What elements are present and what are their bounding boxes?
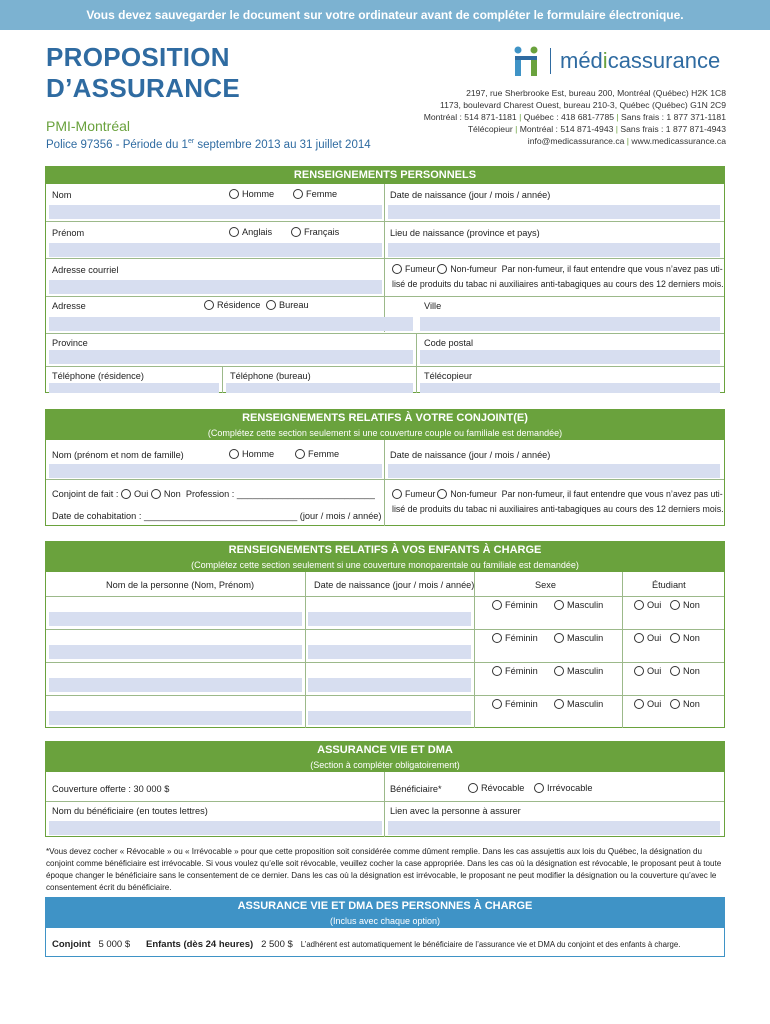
- col-sexe: Sexe: [535, 580, 556, 590]
- section-subtitle: (Section à compléter obligatoirement): [46, 759, 724, 772]
- section-assurance-vie: [45, 741, 725, 837]
- logo-mark-icon: [510, 44, 546, 80]
- label-beneficiaire: Bénéficiaire*: [390, 784, 442, 794]
- address-block: 2197, rue Sherbrooke Est, bureau 200, Montréal (Québec) H2K 1C8 1173, boulevard Charest Ouest, bureau 210-3, Québec (Québec) G1N 2C9 Montréal : 514 871-1181 | Québec : 418 681-7785 | Sans frais : 1 877 371-1181 Télécopieur | Montréal : 514 871-4943 | Sans frais : 1 877 871-4943 info@medicassurance.ca | www.medicassurance.ca: [423, 88, 726, 146]
- section-header: ASSURANCE VIE ET DMA: [46, 742, 724, 759]
- code-postal-input[interactable]: [420, 350, 720, 364]
- radio-homme[interactable]: Homme: [229, 189, 274, 199]
- radio-conjoint-homme[interactable]: Homme: [229, 449, 274, 459]
- section-charge: [45, 897, 725, 957]
- save-banner: Vous devez sauvegarder le document sur votre ordinateur avant de compléter le formulaire électronique.: [0, 0, 770, 30]
- label-conjoint-nom: Nom (prénom et nom de famille): [52, 450, 184, 460]
- nom-input[interactable]: [49, 205, 382, 219]
- radio-defait-non[interactable]: [151, 489, 161, 499]
- tel-bureau-input[interactable]: [226, 383, 413, 393]
- conjoint-fumeur-row: Fumeur Non-fumeur Par non-fumeur, il faut entendre que vous n’avez pas uti-: [392, 489, 723, 499]
- label-lieu-naissance: Lieu de naissance (province et pays): [390, 228, 540, 238]
- enfant-dob-input[interactable]: [308, 612, 471, 626]
- logo-text: médicassurance: [560, 48, 721, 73]
- conjoint-de-fait-row: Conjoint de fait : Oui Non Profession : ___________________________: [52, 489, 375, 499]
- label-telecopieur: Télécopieur: [424, 371, 473, 381]
- radio-etudiant-non[interactable]: Non: [670, 699, 700, 709]
- radio-etudiant-oui[interactable]: Oui: [634, 666, 661, 676]
- lieu-naissance-input[interactable]: [388, 243, 720, 257]
- col-etudiant: Étudiant: [652, 580, 686, 590]
- section-subtitle: (Complétez cette section seulement si une couverture couple ou familiale est demandée): [46, 427, 724, 440]
- radio-etudiant-non[interactable]: Non: [670, 633, 700, 643]
- enfant-dob-input[interactable]: [308, 645, 471, 659]
- medicassurance-logo: [510, 44, 730, 80]
- radio-etudiant-non[interactable]: Non: [670, 666, 700, 676]
- telecopieur-input[interactable]: [420, 383, 720, 393]
- enfant-dob-input[interactable]: [308, 678, 471, 692]
- fumeur-row: Fumeur Non-fumeur Par non-fumeur, il faut entendre que vous n’avez pas uti-: [392, 264, 723, 274]
- date-cohabitation[interactable]: Date de cohabitation : ______________________________ (jour / mois / année): [52, 511, 382, 521]
- label-conjoint-dob: Date de naissance (jour / mois / année): [390, 450, 551, 460]
- radio-residence[interactable]: Résidence: [204, 300, 260, 310]
- radio-feminin[interactable]: Féminin: [492, 600, 538, 610]
- dob-input[interactable]: [388, 205, 720, 219]
- radio-conjoint-femme[interactable]: Femme: [295, 449, 339, 459]
- organization-name: PMI-Montréal: [46, 118, 131, 134]
- section-enfants: [45, 541, 725, 728]
- lien-input[interactable]: [388, 821, 720, 835]
- couverture-offerte: Couverture offerte : 30 000 $: [52, 784, 170, 794]
- adresse-input[interactable]: [49, 317, 413, 331]
- nom-beneficiaire-input[interactable]: [49, 821, 382, 835]
- label-province: Province: [52, 338, 88, 348]
- enfant-dob-input[interactable]: [308, 711, 471, 725]
- tel-residence-input[interactable]: [49, 383, 219, 393]
- label-tel-residence: Téléphone (résidence): [52, 371, 144, 381]
- non-fumeur-note: lisé de produits du tabac ni auxiliaires anti-tabagiques au cours des 12 derniers mois.: [392, 279, 724, 289]
- label-adresse: Adresse: [52, 301, 86, 311]
- label-nom: Nom: [52, 190, 72, 200]
- page-title-line2: D’ASSURANCE: [46, 73, 240, 103]
- radio-feminin[interactable]: Féminin: [492, 699, 538, 709]
- radio-conjoint-fumeur[interactable]: [392, 489, 402, 499]
- prenom-input[interactable]: [49, 243, 382, 257]
- radio-anglais[interactable]: Anglais: [229, 227, 272, 237]
- conjoint-dob-input[interactable]: [388, 464, 720, 478]
- enfant-nom-input[interactable]: [49, 612, 302, 626]
- page-title-line1: PROPOSITION: [46, 42, 230, 72]
- policy-period: Police 97356 - Période du 1er septembre 2013 au 31 juillet 2014: [46, 138, 371, 151]
- radio-masculin[interactable]: Masculin: [554, 633, 603, 643]
- radio-fumeur[interactable]: [392, 264, 402, 274]
- radio-etudiant-oui[interactable]: Oui: [634, 600, 661, 610]
- label-courriel: Adresse courriel: [52, 265, 119, 275]
- radio-feminin[interactable]: Féminin: [492, 666, 538, 676]
- section-conjoint: [45, 409, 725, 526]
- radio-masculin[interactable]: Masculin: [554, 600, 603, 610]
- enfant-nom-input[interactable]: [49, 645, 302, 659]
- radio-defait-oui[interactable]: [121, 489, 131, 499]
- radio-feminin[interactable]: Féminin: [492, 633, 538, 643]
- radio-bureau[interactable]: Bureau: [266, 300, 309, 310]
- charge-details: Conjoint 5 000 $ Enfants (dès 24 heures) 2 500 $ L’adhérent est automatiquement le bénéficiaire de l’assurance vie et DMA du conjoint et des enfants à charge.: [52, 939, 681, 950]
- radio-francais[interactable]: Français: [291, 227, 339, 237]
- enfant-nom-input[interactable]: [49, 711, 302, 725]
- section-header: RENSEIGNEMENTS RELATIFS À VOS ENFANTS À CHARGE: [46, 542, 724, 559]
- radio-conjoint-non-fumeur[interactable]: [437, 489, 447, 499]
- radio-masculin[interactable]: Masculin: [554, 699, 603, 709]
- label-tel-bureau: Téléphone (bureau): [230, 371, 311, 381]
- section-personal-info: [45, 166, 725, 393]
- radio-non-fumeur[interactable]: [437, 264, 447, 274]
- section-header: RENSEIGNEMENTS PERSONNELS: [46, 167, 724, 184]
- col-nom: Nom de la personne (Nom, Prénom): [106, 580, 255, 590]
- col-dob: Date de naissance (jour / mois / année): [314, 580, 475, 590]
- section-header: ASSURANCE VIE ET DMA DES PERSONNES À CHARGE: [46, 898, 724, 915]
- province-input[interactable]: [49, 350, 413, 364]
- enfant-nom-input[interactable]: [49, 678, 302, 692]
- conjoint-non-fumeur-note: lisé de produits du tabac ni auxiliaires anti-tabagiques au cours des 12 derniers mois.: [392, 504, 724, 514]
- radio-femme[interactable]: Femme: [293, 189, 337, 199]
- conjoint-nom-input[interactable]: [49, 464, 382, 478]
- radio-masculin[interactable]: Masculin: [554, 666, 603, 676]
- courriel-input[interactable]: [49, 280, 382, 294]
- radio-irrevocable[interactable]: Irrévocable: [534, 783, 592, 793]
- section-subtitle: (Complétez cette section seulement si une couverture monoparentale ou familiale est demandée): [46, 559, 724, 572]
- section-header: RENSEIGNEMENTS RELATIFS À VOTRE CONJOINT(E): [46, 410, 724, 427]
- label-lien: Lien avec la personne à assurer: [390, 806, 521, 816]
- beneficiary-note: *Vous devez cocher « Révocable » ou « Irrévocable » pour que cette proposition soit considérée comme dûment remplie. Dans les cas assujettis aux lois du Québec, la désignation du conjoint comme bénéficiaire est irrévocable. Si vous voulez qu’elle soit révocable, veuillez cocher la case appropriée. Dans les cas où la désignation est révocable, le proposant peut à toute époque changer le bénéficiaire sans le consentement de ce dernier. Dans les cas où la désignation est irrévocable, le proposant ne peut modifier la désignation ou la couverture qu’avec le consentement écrit du bénéficiaire.: [46, 847, 722, 892]
- ville-input[interactable]: [420, 317, 720, 331]
- section-subtitle: (Inclus avec chaque option): [46, 915, 724, 928]
- label-prenom: Prénom: [52, 228, 85, 238]
- radio-revocable[interactable]: Révocable: [468, 783, 524, 793]
- label-ville: Ville: [424, 301, 442, 311]
- label-code-postal: Code postal: [424, 338, 474, 348]
- radio-etudiant-oui[interactable]: Oui: [634, 633, 661, 643]
- radio-etudiant-non[interactable]: Non: [670, 600, 700, 610]
- label-nom-beneficiaire: Nom du bénéficiaire (en toutes lettres): [52, 806, 208, 816]
- label-dob: Date de naissance (jour / mois / année): [390, 190, 551, 200]
- radio-etudiant-oui[interactable]: Oui: [634, 699, 661, 709]
